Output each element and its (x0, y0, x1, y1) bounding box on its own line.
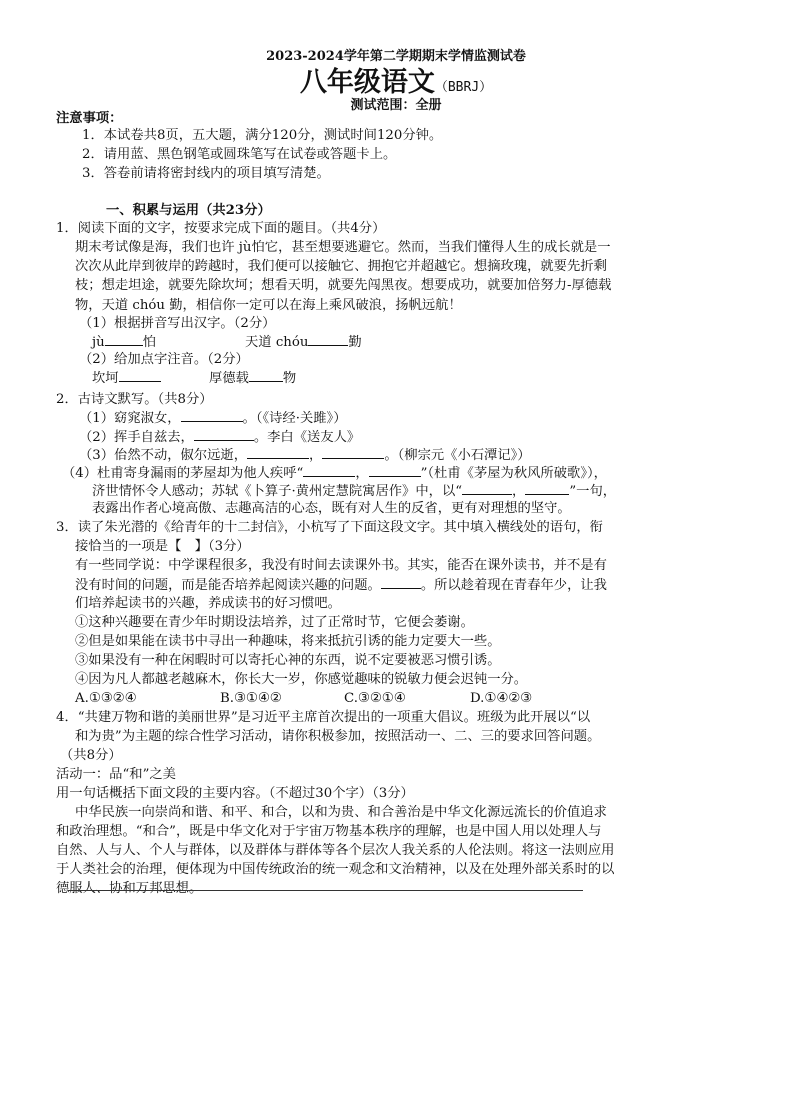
answer-blank[interactable] (119, 369, 161, 382)
phonetic-blank-b: 厚德载 物 (209, 371, 297, 386)
passage-line: 德服人、协和万邦思想。 (56, 881, 203, 896)
answer-blank[interactable] (247, 446, 309, 459)
option-sentence: ①这种兴趣要在青少年时期设法培养，过了正常时节，它便会萎谢。 (75, 615, 474, 630)
notice-item: 2．请用蓝、黑色钢笔或圆珠笔写在试卷或答题卡上。 (82, 147, 397, 162)
subject-name: 八年级语文 (299, 67, 435, 98)
passage-line: 中华民族一向崇尚和谐、和平、和合，以和为贵、和合善治是中华文化源远流长的价值追求 (75, 805, 607, 820)
passage-line: 自然、人与人、个人与群体，以及群体与群体等各个层次人我关系的人伦法则。将这一法则应用 (56, 843, 615, 858)
passage-line: 没有时间的问题，而是能否培养起阅读兴趣的问题。 。所以趁着现在青春年少，让我 (75, 578, 607, 593)
answer-blank[interactable] (303, 464, 355, 477)
option-sentence: ④因为凡人都越老越麻木，你长大一岁，你感觉趣味的锐敏力便会迟钝一分。 (75, 672, 528, 687)
section-heading: 一、积累与运用（共23分） (106, 203, 271, 218)
recite-line-4c: 表露出作者心境高傲、志趣高洁的心态，既有对人生的反省，更有对理想的坚守。 (92, 501, 571, 516)
question-4-stem-cont: 和为贵”为主题的综合性学习活动，请你积极参加，按照活动一、二、三的要求回答问题。 (75, 729, 601, 744)
edition-label: （BBRJ） (434, 80, 493, 95)
notice-item: 3．答卷前请将密封线内的项目填写清楚。 (82, 166, 330, 181)
question-4-stem: 4．“共建万物和谐的美丽世界”是习近平主席首次提出的一项重大倡议。班级为此开展以“以 (56, 710, 591, 725)
recite-line-4b: 济世情怀令人感动；苏轼《卜算子·黄州定慧院寓居作》中，以“ ， ”一句， (92, 484, 617, 499)
sub-question: （2）给加点字注音。（2分） (79, 352, 249, 367)
answer-blank[interactable] (194, 428, 254, 441)
answer-blank[interactable] (308, 333, 348, 346)
passage-line: 次次从此岸到彼岸的跨越时，我们便可以接触它、拥抱它并超越它。想摘玫瑰，就要先折剩 (75, 259, 607, 274)
notice-heading: 注意事项： (56, 111, 123, 126)
answer-blank[interactable] (249, 369, 283, 382)
question-4-score: （共8分） (60, 748, 122, 763)
passage-line: 物，天道 chóu 勤，相信你一定可以在海上乘风破浪，扬帆远航！ (75, 298, 462, 313)
answer-blank[interactable] (462, 482, 512, 495)
recite-line-2: （2）挥手自兹去， 。李白《送友人》 (79, 430, 361, 445)
answer-blank[interactable] (181, 409, 243, 422)
recite-line-3: （3）佁然不动，俶尔远逝， ， 。（柳宗元《小石潭记》） (79, 448, 531, 463)
passage-line: 期末考试像是海，我们也许 jù怕它，甚至想要逃避它。然而，当我们懂得人生的成长就是一 (75, 240, 611, 255)
answer-blank[interactable] (105, 333, 143, 346)
pinyin-blank-b: 天道 chóu 勤 (245, 335, 362, 350)
phonetic-blank-a: 坎坷 (92, 369, 161, 388)
activity-task: 用一句话概括下面文段的主要内容。（不超过30个字）（3分） (56, 786, 414, 801)
exam-title: 2023-2024学年第二学期期末学情监测试卷 (266, 49, 526, 64)
choice-b[interactable]: B.③①④② (220, 691, 282, 706)
sub-question: （1）根据拼音写出汉字。（2分） (79, 316, 276, 331)
question-1-stem: 1．阅读下面的文字，按要求完成下面的题目。（共4分） (56, 221, 386, 236)
answer-blank[interactable] (322, 446, 384, 459)
passage-line: 们培养起读书的兴趣，养成读书的好习惯吧。 (75, 596, 341, 611)
choice-a[interactable]: A.①③②④ (75, 691, 137, 706)
recite-line-1: （1）窈窕淑女， 。（《诗经·关雎》） (79, 411, 347, 426)
answer-blank[interactable] (525, 482, 569, 495)
answer-line[interactable] (68, 890, 583, 891)
option-sentence: ③如果没有一种在闲暇时可以寄托心神的东西，说不定要被恶习惯引诱。 (75, 653, 501, 668)
recite-line-4: （4）杜甫寄身漏雨的茅屋却为他人疾呼“ ， ”（杜甫《茅屋为秋风所破歌》）， (62, 466, 607, 481)
passage-line: 枝；想走坦途，就要先除坎坷；想看天明，就要先闯黑夜。想要成功，就要加倍努力-厚德载 (75, 278, 612, 293)
choice-d[interactable]: D.①④②③ (470, 691, 533, 706)
passage-line: 于人类社会的治理，便体现为中国传统政治的统一观念和文治精神，以及在处理外部关系时的以 (56, 862, 615, 877)
test-scope: 测试范围：全册 (350, 98, 442, 113)
passage-line: 和政治理想。“和合”，既是中华文化对于宇宙万物基本秩序的理解，也是中国人用以处理人与 (56, 824, 602, 839)
answer-blank[interactable] (381, 576, 421, 589)
notice-item: 1．本试卷共8页，五大题，满分120分，测试时间120分钟。 (82, 128, 443, 143)
answer-blank[interactable] (369, 464, 421, 477)
pinyin-blank-a: jù 怕 (92, 335, 156, 350)
passage-line: 有一些同学说：中学课程很多，我没有时间去读课外书。其实，能否在课外读书，并不是有 (75, 558, 607, 573)
activity-heading: 活动一：品“和”之美 (56, 767, 176, 782)
question-3-stem-cont: 接恰当的一项是【 】（3分） (75, 539, 250, 554)
question-3-stem: 3．读了朱光潜的《给青年的十二封信》，小杭写了下面这段文字。其中填入横线处的语句，衔 (56, 520, 603, 535)
choice-c[interactable]: C.③②①④ (344, 691, 406, 706)
option-sentence: ②但是如果能在读书中寻出一种趣味，将来抵抗引诱的能力定要大一些。 (75, 634, 501, 649)
question-2-stem: 2．古诗文默写。（共8分） (56, 392, 213, 407)
